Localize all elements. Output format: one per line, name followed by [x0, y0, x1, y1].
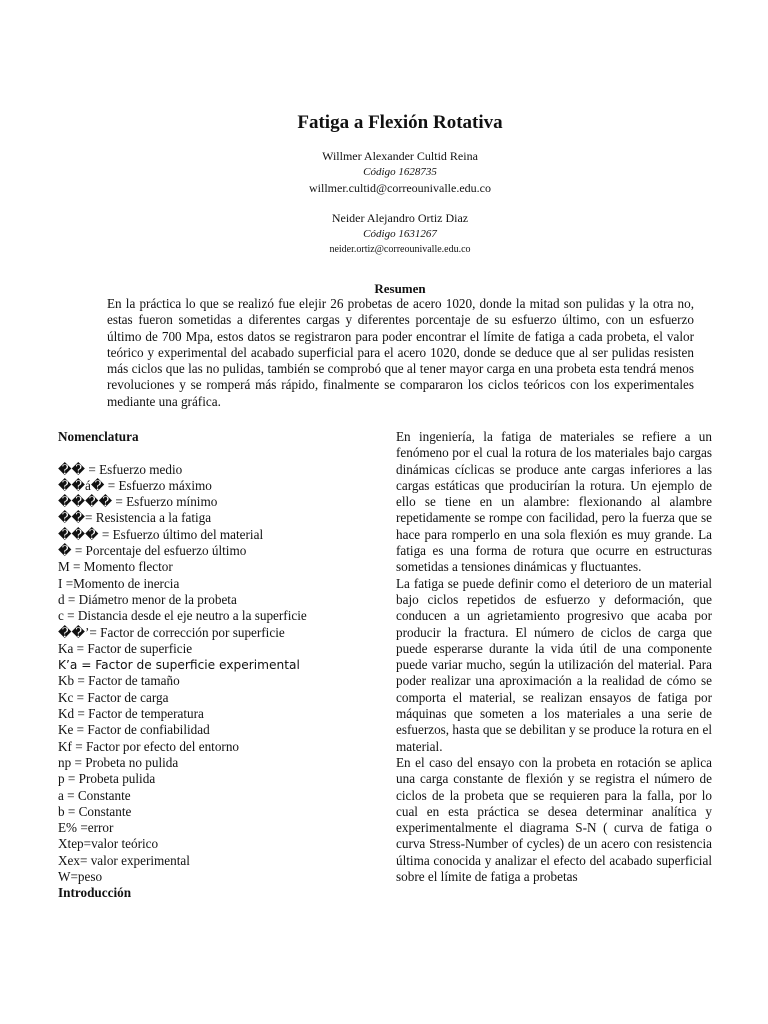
- nomenclature-column: [58, 429, 358, 902]
- nomenclature-item: I =Momento de inercia: [58, 575, 180, 591]
- author-code: Código 1628735: [363, 166, 437, 178]
- nomenclature-item: d = Diámetro menor de la probeta: [58, 591, 237, 607]
- nomenclature-item: �� = Esfuerzo medio: [58, 461, 183, 477]
- nomenclature-item: � = Porcentaje del esfuerzo último: [58, 543, 247, 559]
- nomenclature-item: Kc = Factor de carga: [58, 689, 169, 705]
- nomenclature-item: ��’= Factor de corrección por superficie: [58, 624, 285, 640]
- nomenclature-item: Kb = Factor de tamaño: [58, 673, 180, 689]
- author-email: willmer.cultid@correounivalle.edu.co: [309, 181, 491, 195]
- nomenclature-item: ��� = Esfuerzo último del material: [58, 526, 264, 542]
- nomenclature-item: a = Constante: [58, 787, 131, 803]
- nomenclature-item: Ke = Factor de confiabilidad: [58, 722, 210, 738]
- paper-title: Fatiga a Flexión Rotativa: [297, 112, 503, 133]
- nomenclature-item: Kd = Factor de temperatura: [58, 706, 204, 722]
- author-gap: [0, 196, 768, 210]
- nomenclature-item: b = Constante: [58, 803, 132, 819]
- nomenclature-item: Kf = Factor por efecto del entorno: [58, 738, 240, 754]
- introduction-column: [396, 429, 712, 885]
- author-code: Código 1631267: [363, 228, 437, 240]
- spacer: [58, 445, 358, 461]
- nomenclature-item: p = Probeta pulida: [58, 771, 156, 787]
- author-block: [0, 148, 768, 258]
- introduction-title: Introducción: [58, 885, 132, 901]
- body-paragraph: En ingeniería, la fatiga de materiales se refiere a un fenómeno por el cual la rotura de los materiales bajo cargas dinámicas cíclicas se produce ante cargas inferiores a las cargas estáticas que producirían la rotura. Un ejemplo de ello se tiene en un alambre: flexionando al alambre repetidamente se rompe con facilidad, pero la fuerza que se hace para romperlo en una sola flexión es muy grande. La fatiga es una forma de rotura que ocurre en estructuras sometidas a tensiones dinámicas y fluctuantes.: [396, 429, 712, 575]
- nomenclature-item: ��á� = Esfuerzo máximo: [58, 477, 212, 493]
- nomenclature-item: Ka = Factor de superficie: [58, 640, 193, 656]
- nomenclature-item: E% =error: [58, 820, 114, 836]
- nomenclature-item: K’a = Factor de superficie experimental: [58, 658, 300, 673]
- nomenclature-item: ��= Resistencia a la fatiga: [58, 510, 212, 526]
- author-name: Willmer Alexander Cultid Reina: [322, 149, 478, 163]
- nomenclature-item: ���� = Esfuerzo mínimo: [58, 494, 218, 510]
- nomenclature-item: Xtep=valor teórico: [58, 836, 159, 852]
- nomenclature-item: Xex= valor experimental: [58, 852, 190, 868]
- abstract-title: Resumen: [374, 281, 426, 296]
- abstract-text: En la práctica lo que se realizó fue elejir 26 probetas de acero 1020, donde la mitad son pulidas y la otra no, estas fueron sometidas a diferentes cargas y diferentes porcentaje de su esfuerzo último, con un esfuerzo último de 700 Mpa, estos datos se registraron para poder encontrar el límite de fatiga a cada probeta, el valor teórico y experimental del acabado superficial para el acero 1020, donde se deduce que al ser pulidas resisten más ciclos que las no pulidas, también se comprobó que al tener mayor carga en una probeta esta tendrá menos revoluciones y se romperá más rápido, finalmente se compararon los ciclos teóricos con los experimentales mediante una gráfica.: [107, 296, 694, 409]
- nomenclature-item: W=peso: [58, 869, 103, 885]
- nomenclature-title: Nomenclatura: [58, 429, 139, 444]
- nomenclature-item: np = Probeta no pulida: [58, 754, 179, 770]
- body-paragraph: En el caso del ensayo con la probeta en rotación se aplica una carga constante de flexión y se registra el número de ciclos de la probeta que se requieren para la falla, por lo cual en esta práctica se desea determinar analítica y experimentalmente el diagrama S-N ( curva de fatiga o curva Stress-Number of cycles) de un acero con resistencia última conocida y analizar el efecto del acabado superficial sobre el límite de fatiga a probetas: [396, 754, 712, 885]
- author-email: neider.ortiz@correounivalle.edu.co: [329, 244, 471, 255]
- nomenclature-item: c = Distancia desde el eje neutro a la superficie: [58, 608, 307, 624]
- author-name: Neider Alejandro Ortiz Diaz: [331, 211, 469, 225]
- body-paragraph: La fatiga se puede definir como el deterioro de un material bajo ciclos repetidos de esfuerzo y deformación, que conducen a un agrietamiento progresivo que acaba por producir la fractura. El número de ciclos de carga que puede esperarse durante la vida útil de una componente puede variar mucho, según la utilización del material. Para poder realizar una aproximación a la realidad de cómo se comporta el material, se realizan ensayos de fatiga por máquinas que someten a los materiales a una serie de esfuerzos, hasta que se debilitan y se produce la rotura en el material.: [396, 575, 712, 754]
- nomenclature-item: M = Momento flector: [58, 559, 173, 575]
